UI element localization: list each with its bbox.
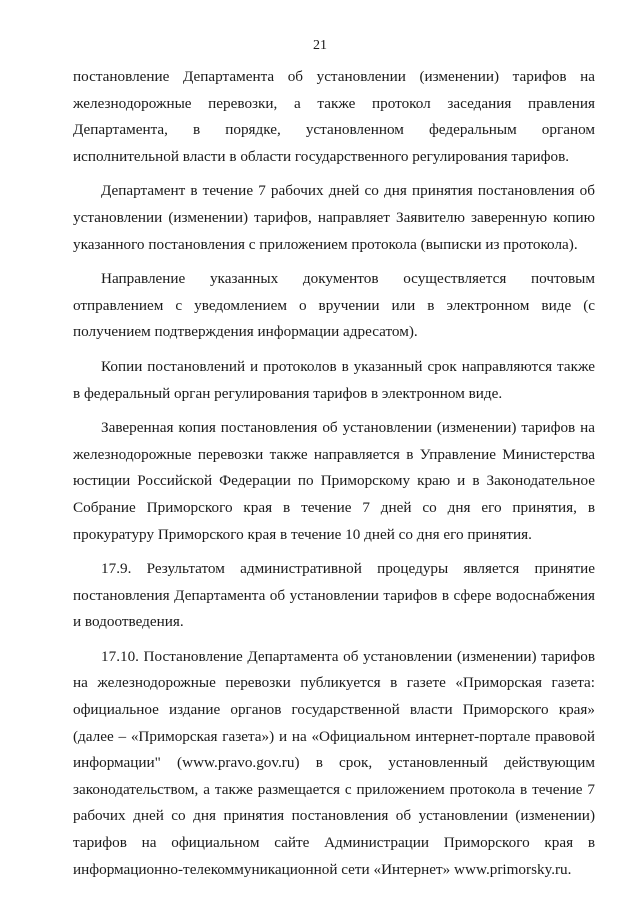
paragraph: 17.10. Постановление Департамента об установлении (изменении) тарифов на железнодорожные перевозки публикуется в газете «Приморская газета: официальное издание органов государственной власти Приморского края» (далее – «Приморская газета») и на «Официальном интернет-портале правовой информации" (www.pravo.gov.ru) в срок, установленный действующим законодательством, а также размещается с приложением протокола в течение 7 рабочих дней со дня принятия постановления об установлении (изменении) тарифов на официальном сайте Администрации Приморского края в информационно-телекоммуникационной сети «Интернет» www.primorsky.ru. <box>73 647 595 878</box>
page-number: 21 <box>313 38 327 53</box>
document-body <box>73 64 595 891</box>
paragraph: Копии постановлений и протоколов в указанный срок направляются также в федеральный орган регулирования тарифов в электронном виде. <box>73 357 595 402</box>
paragraph: 17.9. Результатом административной процедуры является принятие постановления Департамента об установлении тарифов в сфере водоснабжения и водоотведения. <box>73 560 595 631</box>
paragraph: Направление указанных документов осуществляется почтовым отправлением с уведомлением о вручении или в электронном виде (с получением подтверждения информации адресатом). <box>73 270 595 341</box>
paragraph: постановление Департамента об установлении (изменении) тарифов на железнодорожные перевозки, а также протокол заседания правления Департамента, в порядке, установленном федеральным органом исполнительной власти в области государственного регулирования тарифов. <box>73 68 595 165</box>
paragraph: Заверенная копия постановления об установлении (изменении) тарифов на железнодорожные перевозки также направляется в Управление Министерства юстиции Российской Федерации по Приморскому краю и в Законодательное Собрание Приморского края в течение 7 дней со дня его принятия, в прокуратуру Приморского края в течение 10 дней со дня его принятия. <box>73 419 595 543</box>
paragraph: Департамент в течение 7 рабочих дней со дня принятия постановления об установлении (изменении) тарифов, направляет Заявителю заверенную копию указанного постановления с приложением протокола (выписки из протокола). <box>73 182 595 253</box>
